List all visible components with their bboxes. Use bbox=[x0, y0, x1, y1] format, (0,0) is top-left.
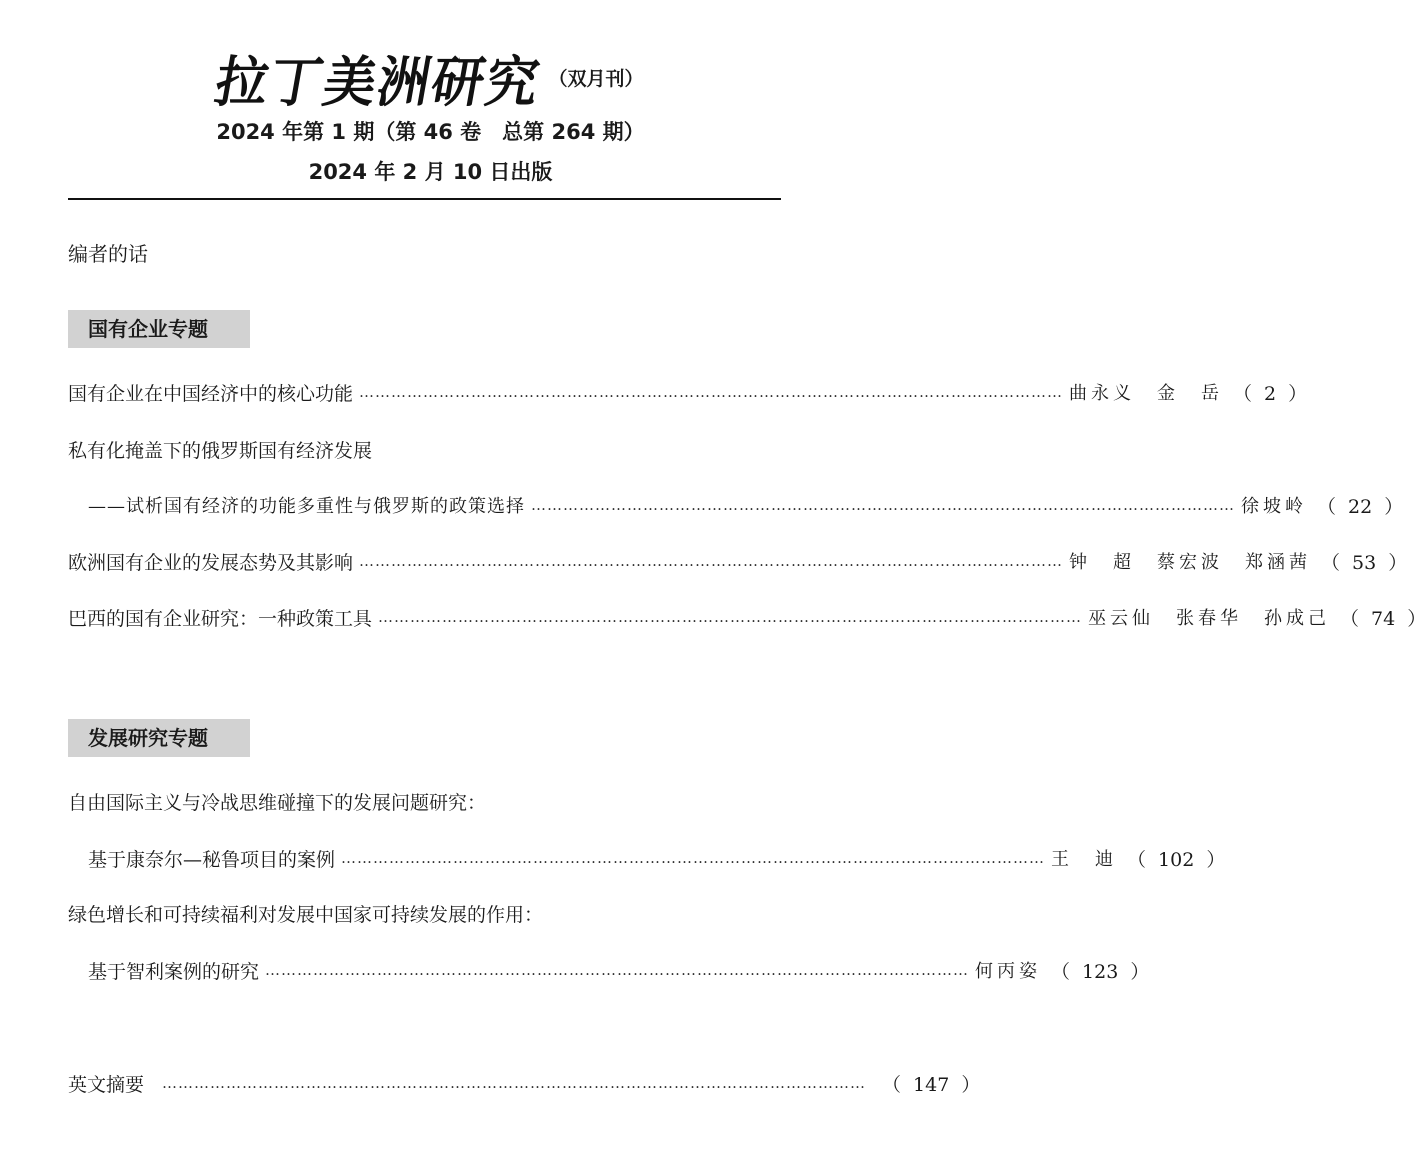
dot-leader: …………………………………………………………………………………………………………………… bbox=[378, 608, 1083, 626]
publish-date: 2024 年 2 月 10 日出版 bbox=[308, 160, 553, 184]
article-page: （ 123 ） bbox=[1051, 960, 1150, 983]
dot-leader: …………………………………………………………………………………………………………………… bbox=[265, 961, 970, 979]
article-page: （ 53 ） bbox=[1321, 551, 1408, 574]
toc-entry[interactable] bbox=[68, 602, 1426, 632]
dot-leader: …………………………………………………………………………………………………………………… bbox=[531, 496, 1235, 514]
dot-leader: …………………………………………………………………………………………………………………… bbox=[162, 1074, 867, 1092]
abstract-page: （ 147 ） bbox=[882, 1073, 981, 1096]
article-authors: 何丙姿 bbox=[975, 961, 1042, 982]
journal-logo: 拉丁美洲研究 bbox=[210, 50, 547, 115]
editors-note-link[interactable]: 编者的话 bbox=[68, 242, 148, 266]
section-heading-soe: 国有企业专题 bbox=[68, 310, 250, 348]
toc-entry-title[interactable]: 私有化掩盖下的俄罗斯国有经济发展 bbox=[68, 440, 373, 462]
article-authors: 王 迪 bbox=[1051, 849, 1118, 870]
toc-entry-title[interactable]: 绿色增长和可持续福利对发展中国家可持续发展的作用： bbox=[68, 904, 544, 926]
toc-entry-title[interactable]: 自由国际主义与冷战思维碰撞下的发展问题研究： bbox=[68, 792, 487, 814]
article-title: 巴西的国有企业研究：一种政策工具 bbox=[68, 607, 373, 630]
toc-entry[interactable] bbox=[68, 377, 1308, 407]
article-page: （ 74 ） bbox=[1340, 607, 1426, 630]
toc-entry[interactable] bbox=[88, 490, 1404, 520]
article-authors: 徐坡岭 bbox=[1241, 496, 1307, 517]
article-subtitle: 基于康奈尔—秘鲁项目的案例 bbox=[88, 848, 336, 871]
article-authors: 曲永义 金 岳 bbox=[1069, 383, 1224, 404]
section-heading-development: 发展研究专题 bbox=[68, 719, 250, 757]
header-rule bbox=[68, 198, 781, 200]
masthead bbox=[0, 40, 861, 115]
toc-entry[interactable] bbox=[88, 955, 1150, 985]
article-authors: 钟 超 蔡宏波 郑涵茜 bbox=[1069, 552, 1312, 573]
article-page: （ 22 ） bbox=[1317, 495, 1404, 518]
article-title: 国有企业在中国经济中的核心功能 bbox=[68, 382, 354, 405]
article-page: （ 2 ） bbox=[1233, 382, 1308, 405]
article-subtitle: ——试析国有经济的功能多重性与俄罗斯的政策选择 bbox=[88, 496, 525, 517]
article-authors: 巫云仙 张春华 孙成己 bbox=[1088, 608, 1331, 629]
toc-entry[interactable] bbox=[68, 546, 1408, 576]
issue-line: 2024 年第 1 期（第 46 卷 总第 264 期） bbox=[216, 120, 645, 144]
article-title: 欧洲国有企业的发展态势及其影响 bbox=[68, 551, 354, 574]
article-page: （ 102 ） bbox=[1127, 848, 1226, 871]
dot-leader: …………………………………………………………………………………………………………………… bbox=[359, 552, 1064, 570]
dot-leader: …………………………………………………………………………………………………………………… bbox=[341, 849, 1046, 867]
article-subtitle: 基于智利案例的研究 bbox=[88, 960, 260, 983]
abstract-title: 英文摘要 bbox=[68, 1073, 145, 1096]
toc-entry-abstract[interactable] bbox=[68, 1068, 981, 1098]
journal-frequency: （双月刊） bbox=[548, 68, 644, 90]
dot-leader: …………………………………………………………………………………………………………………… bbox=[359, 383, 1064, 401]
toc-entry[interactable] bbox=[88, 843, 1226, 873]
